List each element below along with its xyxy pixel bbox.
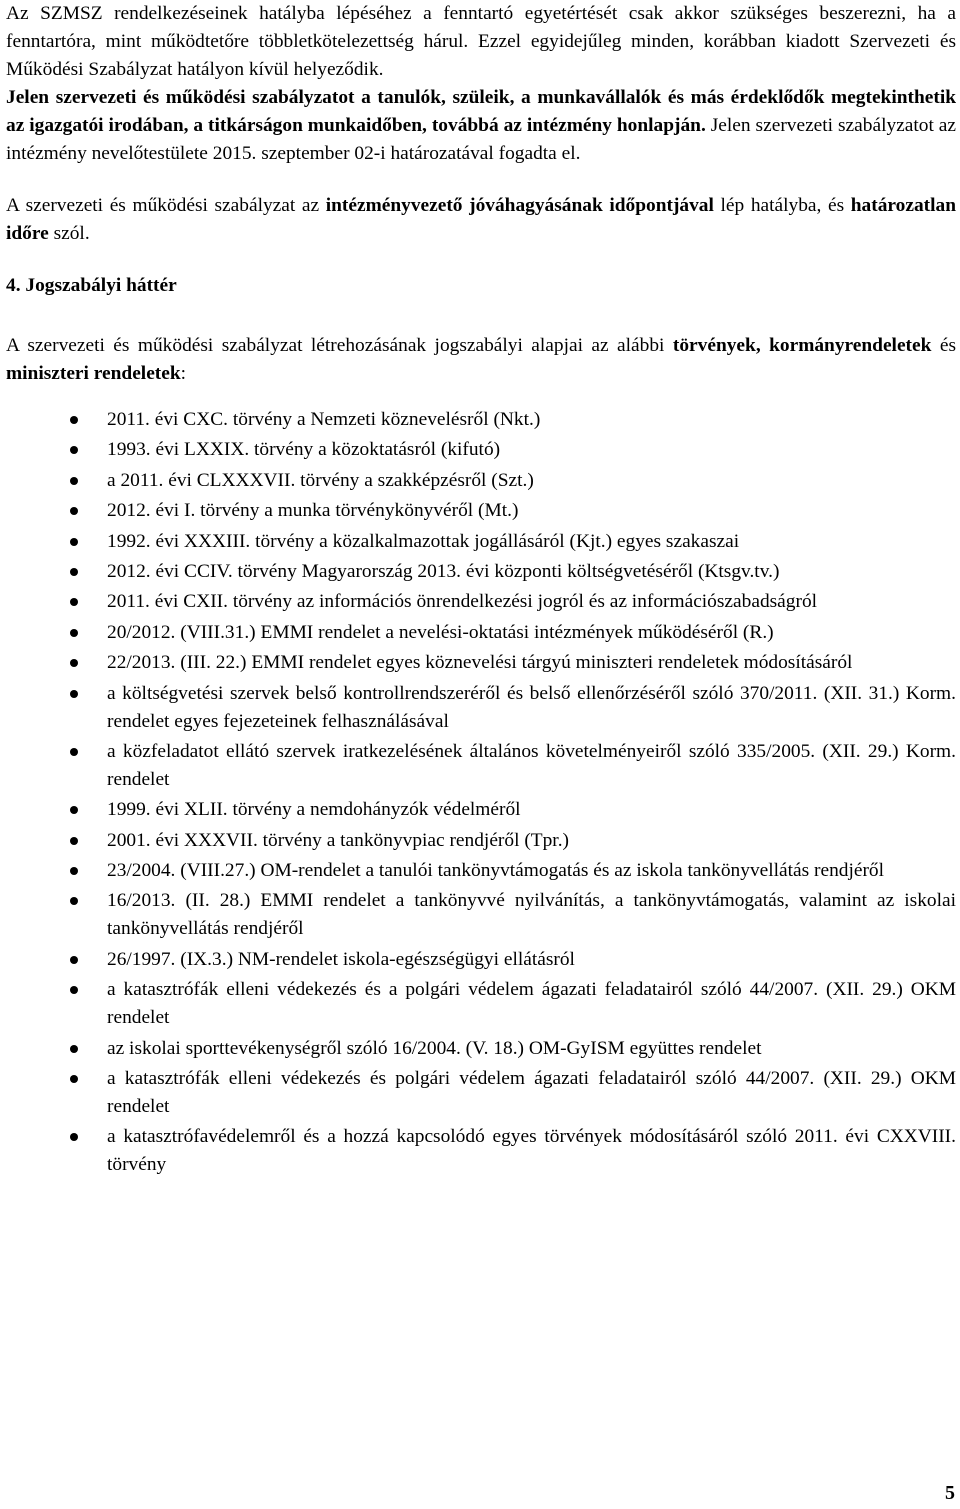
list-item-text: 2012. évi I. törvény a munka törvénykönyvéről (Mt.) bbox=[107, 500, 519, 522]
bullet-icon bbox=[70, 986, 78, 994]
bullet-icon bbox=[70, 598, 78, 606]
bullet-icon bbox=[70, 629, 78, 637]
entry-bold-indefinite: határozatlan időre bbox=[6, 195, 956, 244]
list-item bbox=[6, 738, 956, 794]
list-item bbox=[6, 827, 956, 855]
list-item-text: a katasztrófavédelemről és a hozzá kapcsolódó egyes törvények módosításáról szóló 2011. évi CXXVIII. törvény bbox=[107, 1126, 956, 1176]
legal-text-e: : bbox=[180, 363, 187, 384]
list-item-text: 20/2012. (VIII.31.) EMMI rendelet a nevelési-oktatási intézmények működéséről (R.) bbox=[107, 621, 774, 643]
availability-text: Jelen szervezeti szabályzatot az intézmény nevelőtestülete 2015. szeptember 02-i határozatával fogadta el. bbox=[6, 115, 957, 164]
bullet-icon bbox=[70, 659, 78, 667]
legal-bold-laws: törvények, kormányrendeletek bbox=[672, 335, 932, 356]
list-item-text: a katasztrófák elleni védekezés és polgári védelem ágazati feladatairól szóló 44/2007. (XII. 29.) OKM rendelet bbox=[107, 1068, 956, 1118]
list-item bbox=[6, 1035, 956, 1063]
list-item bbox=[6, 680, 956, 736]
bullet-icon bbox=[70, 897, 78, 905]
legal-text-c: és bbox=[931, 335, 956, 356]
section-heading: 4. Jogszabályi háttér bbox=[6, 275, 177, 296]
paragraph-szmsz-effect: Az SZMSZ rendelkezéseinek hatályba lépéséhez a fenntartó egyetértését csak akkor szükséges beszerezni, ha a fenntartóra, mint működtetőre többletkötelezettség hárul. Ezzel egyidejűleg minden, korábban kiadott Szervezeti és Működési Szabályzat hatályon kívül helyeződik. bbox=[6, 3, 956, 80]
bullet-icon bbox=[70, 446, 78, 454]
bullet-icon bbox=[70, 1045, 78, 1053]
list-item bbox=[6, 796, 956, 824]
bullet-icon bbox=[70, 1133, 78, 1141]
list-item bbox=[6, 588, 956, 616]
entry-bold-approval: intézményvezető jóváhagyásának időpontjával bbox=[325, 195, 714, 216]
list-item-text: 1992. évi XXXIII. törvény a közalkalmazottak jogállásáról (Kjt.) egyes szakaszai bbox=[107, 530, 740, 552]
list-item bbox=[6, 1065, 956, 1121]
list-item bbox=[6, 528, 956, 556]
bullet-icon bbox=[70, 748, 78, 756]
list-item-text: 2011. évi CXII. törvény az információs önrendelkezési jogról és az információszabadságról bbox=[107, 591, 818, 613]
bullet-icon bbox=[70, 806, 78, 814]
list-item-text: 16/2013. (II. 28.) EMMI rendelet a tankönyvvé nyilvánítás, a tankönyvtámogatás, valamint az iskolai tankönyvellátás rendjéről bbox=[107, 890, 956, 940]
entry-text-a: A szervezeti és működési szabályzat az bbox=[6, 195, 326, 216]
bullet-icon bbox=[70, 867, 78, 875]
bullet-icon bbox=[70, 837, 78, 845]
document-page bbox=[6, 0, 956, 1182]
legal-text-a: A szervezeti és működési szabályzat létrehozásának jogszabályi alapjai az alábbi bbox=[6, 335, 673, 356]
list-item bbox=[6, 1123, 956, 1179]
bullet-icon bbox=[70, 956, 78, 964]
bullet-icon bbox=[70, 507, 78, 515]
entry-text-e: szól. bbox=[48, 223, 90, 244]
list-item-text: 22/2013. (III. 22.) EMMI rendelet egyes köznevelési tárgyú miniszteri rendeletek módosításáról bbox=[107, 652, 853, 674]
paragraph-entry-into-force bbox=[6, 192, 956, 248]
list-item-text: 2001. évi XXXVII. törvény a tankönyvpiac rendjéről (Tpr.) bbox=[107, 829, 570, 851]
legal-bold-decrees: miniszteri rendeletek bbox=[6, 363, 181, 384]
availability-bold-text: Jelen szervezeti és működési szabályzatot a tanulók, szüleik, a munkavállalók és más érdeklődők megtekinthetik az igazgatói irodában, a titkárságon munkaidőben, továbbá az intézmény honlapján. bbox=[6, 87, 956, 136]
bullet-icon bbox=[70, 690, 78, 698]
list-item-text: 2012. évi CCIV. törvény Magyarország 2013. évi központi költségvetéséről (Ktsgv.tv.) bbox=[107, 560, 780, 582]
list-item bbox=[6, 467, 956, 495]
page-number: 5 bbox=[945, 1482, 955, 1504]
list-item bbox=[6, 649, 956, 677]
list-item-text: a közfeladatot ellátó szervek iratkezelésének általános követelményeiről szóló 335/2005. (XII. 29.) Korm. rendelet bbox=[107, 740, 956, 790]
list-item-text: 1999. évi XLII. törvény a nemdohányzók védelméről bbox=[107, 799, 521, 821]
bullet-icon bbox=[70, 477, 78, 485]
bullet-icon bbox=[70, 1075, 78, 1083]
list-item-text: 1993. évi LXXIX. törvény a közoktatásról (kifutó) bbox=[107, 439, 501, 461]
bullet-icon bbox=[70, 538, 78, 546]
list-item bbox=[6, 946, 956, 974]
list-item bbox=[6, 558, 956, 586]
entry-text-c: lép hatályba, és bbox=[713, 195, 851, 216]
list-item bbox=[6, 619, 956, 647]
list-item bbox=[6, 406, 956, 434]
list-item-text: a 2011. évi CLXXXVII. törvény a szakképzésről (Szt.) bbox=[107, 469, 534, 491]
list-item bbox=[6, 887, 956, 943]
list-item-text: a katasztrófák elleni védekezés és a polgári védelem ágazati feladatairól szóló 44/2007. (XII. 29.) OKM rendelet bbox=[107, 979, 956, 1029]
list-item bbox=[6, 436, 956, 464]
bullet-icon bbox=[70, 416, 78, 424]
law-list bbox=[6, 406, 956, 1179]
paragraph-availability bbox=[6, 84, 956, 168]
list-item-text: a költségvetési szervek belső kontrollrendszeréről és belső ellenőrzéséről szóló 370/2011. (XII. 31.) Korm. rendelet egyes fejezeteinek felhasználásával bbox=[107, 682, 956, 732]
list-item bbox=[6, 976, 956, 1032]
list-item-text: az iskolai sporttevékenységről szóló 16/2004. (V. 18.) OM-GyISM együttes rendelet bbox=[107, 1037, 762, 1059]
paragraph-legal-basis bbox=[6, 332, 956, 388]
bullet-icon bbox=[70, 568, 78, 576]
list-item-text: 2011. évi CXC. törvény a Nemzeti köznevelésről (Nkt.) bbox=[107, 409, 541, 430]
list-item-text: 26/1997. (IX.3.) NM-rendelet iskola-egészségügyi ellátásról bbox=[107, 948, 575, 970]
list-item-text: 23/2004. (VIII.27.) OM-rendelet a tanulói tankönyvtámogatás és az iskola tankönyvellátás rendjéről bbox=[107, 860, 885, 882]
list-item bbox=[6, 857, 956, 885]
list-item bbox=[6, 497, 956, 525]
